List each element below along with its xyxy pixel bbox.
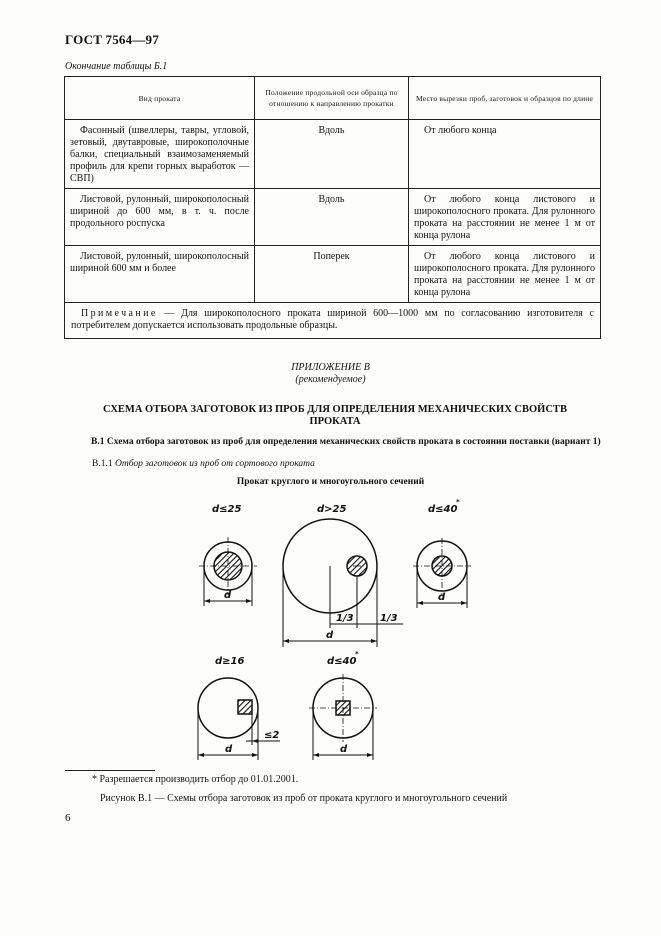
figure-caption: Рисунок В.1 — Схемы отбора заготовок из проб от проката круглого и многоугольного сечений <box>100 793 508 804</box>
page-number: 6 <box>65 812 71 824</box>
footnote-mark: * <box>456 498 460 506</box>
label-d-le-25: d≤25 <box>212 504 242 515</box>
dimension-one-third: 1/3 <box>380 613 398 624</box>
cell-orientation: Поперек <box>255 246 409 303</box>
label-d-le-40-square: d≤40 <box>327 656 357 667</box>
cell-location: От любого конца <box>409 120 601 189</box>
dimension-d: d <box>225 744 233 755</box>
appendix-subtitle: (рекомендуемое) <box>295 374 366 385</box>
dimension-d: d <box>438 592 446 603</box>
section-b1-heading: В.1 Схема отбора заготовок из проб для определения механических свойств проката в состоянии поставки (вариант 1) <box>91 437 601 447</box>
appendix-title: ПРИЛОЖЕНИЕ В <box>291 362 370 373</box>
cell-orientation: Вдоль <box>255 189 409 246</box>
column-header: Вид проката <box>65 77 255 120</box>
column-header: Положение продольной оси образца по отношению к направлению прокатки <box>255 77 409 120</box>
note-label: Примечание <box>81 308 158 319</box>
footnote-mark: * <box>355 650 359 658</box>
document-title: ГОСТ 7564—97 <box>65 32 159 47</box>
label-d-ge-16: d≥16 <box>215 656 245 667</box>
table-caption: Окончание таблицы Б.1 <box>65 61 168 72</box>
section-number: В.1.1 <box>92 459 113 469</box>
appendix-main-heading: СХЕМА ОТБОРА ЗАГОТОВОК ИЗ ПРОБ ДЛЯ ОПРЕДЕЛЕНИЯ МЕХАНИЧЕСКИХ СВОЙСТВ ПРОКАТА <box>103 404 567 427</box>
dimension-d: d <box>224 590 232 601</box>
footnote: * Разрешается производить отбор до 01.01.2001. <box>92 774 299 785</box>
cell-location: От любого конца листового и широкополосного проката. Для рулонного проката на расстоянии не менее 1 м от конца рулона <box>409 246 601 303</box>
label-d-le-40: d≤40 <box>428 504 458 515</box>
note-text: — Для широкополосного проката шириной 600—1000 мм по согласованию изготовителя с потребителем допускается использовать продольные образцы. <box>71 308 594 331</box>
dimension-d: d <box>326 630 334 641</box>
section-title: Отбор заготовок из проб от сортового проката <box>114 459 315 469</box>
dimension-one-third: 1/3 <box>336 613 354 624</box>
cell-rolled-type: Листовой, рулонный, широкополосный шириной 600 мм и более <box>65 246 255 303</box>
cell-rolled-type: Фасонный (швеллеры, тавры, угловой, зетовый, двутавровые, широкополочные балки, специальный взаимозаменяемый профиль для крепи горных выработок — СВП) <box>65 120 255 189</box>
cell-orientation: Вдоль <box>255 120 409 189</box>
polygon-section-offset <box>198 678 280 760</box>
label-d-gt-25: d>25 <box>317 504 347 515</box>
figure-heading: Прокат круглого и многоугольного сечений <box>236 477 425 487</box>
column-header: Место вырезки проб, заготовок и образцов по длине <box>409 77 601 120</box>
round-section-large <box>283 519 403 647</box>
footnote-divider <box>65 770 155 771</box>
cell-location: От любого конца листового и широкополосного проката. Для рулонного проката на расстоянии не менее 1 м от конца рулона <box>409 189 601 246</box>
dimension-le-2: ≤2 <box>264 730 280 741</box>
cell-rolled-type: Листовой, рулонный, широкополосный шириной до 600 мм, в т. ч. после продольного роспуска <box>65 189 255 246</box>
dimension-d: d <box>340 744 348 755</box>
